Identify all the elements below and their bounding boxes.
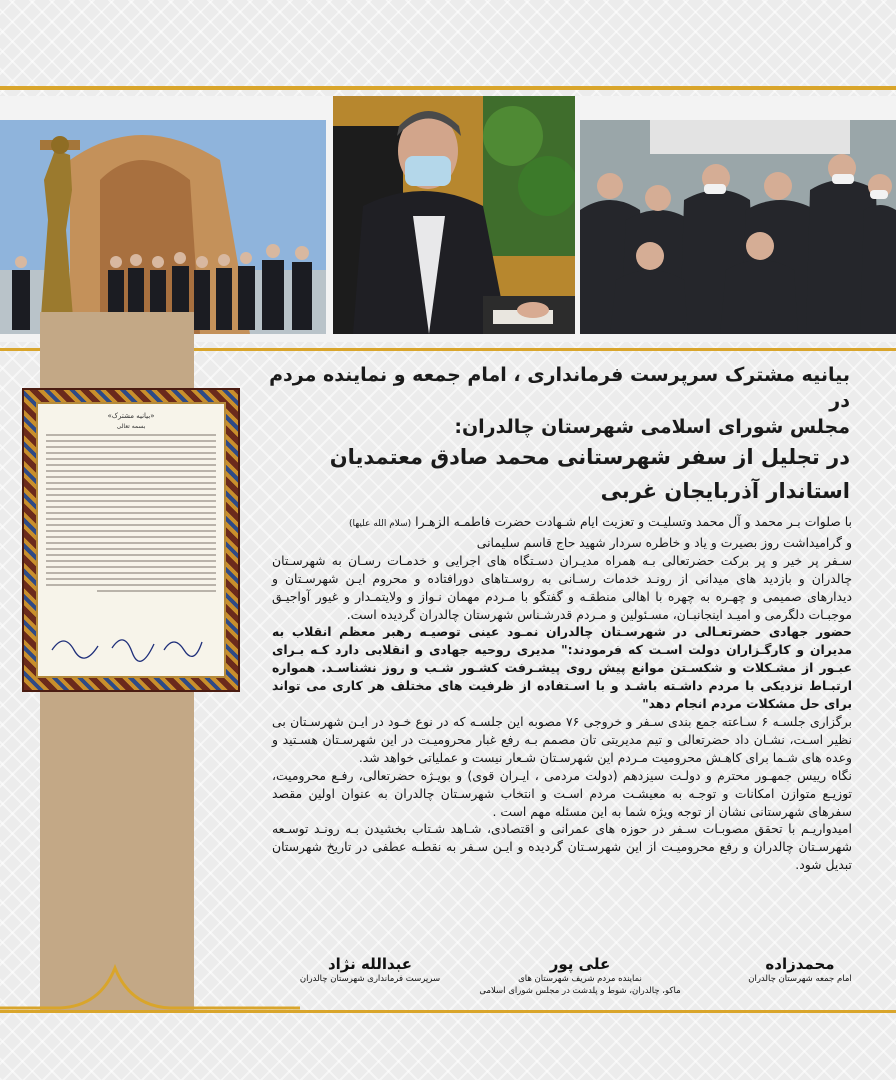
- statement-title: [250, 362, 850, 508]
- signatures-row: [300, 955, 860, 1005]
- photo-crowd-meeting: [580, 120, 896, 334]
- signature-role: سرپرست فرمانداری شهرستان چالدران: [299, 974, 441, 984]
- paragraph-6: نگاه رییس جمهـور محترم و دولـت سیزدهم (دولت مردمی ، ایـران قوی) و بویـژه حضرتعالی، رفـع محرومیت، توزیـع متوازن امکانات و توجـه به معیشـت مردم اسـت و انتخاب شهرسـتان چالدران به عنوان اولین مقصد سفرهای شهرستانی نشان از توجه ویژه شما به این مسئله مهم است .: [272, 767, 852, 819]
- top-gold-rule: [0, 86, 896, 90]
- signature-representative: [460, 955, 700, 997]
- paragraph-5: برگزاری جلسـه ۶ سـاعته جمع بندی سـفر و خروجی ۷۶ مصوبه این جلسـه که در نوع خـود در ایـن شهرسـتان بی نظیر اسـت، نشـان داد حضرتعالی و تیم مدیریتی تان مصمم بـه رفع غبار محرومیـت در این شهرسـتان هسـتید و وعده های شـما برای کاهـش محرومیت مـردم این شهرسـتان شـعار نیست و عملیاتی خواهد شد.: [272, 713, 852, 765]
- photo-officials-statue: [0, 120, 326, 334]
- statement-body: [272, 513, 852, 874]
- framed-letter-image: [22, 388, 240, 692]
- signature-friday-imam: [740, 955, 860, 985]
- paragraph-4: حضور جهادی حضرتعـالی در شهرسـتان چالدران نمـود عینی توصیـه رهبر معظم انقلاب به مدیران و کارگـزاران دولت اسـت که فرمودند:" مدیری روحیه جهادی و انقلابی دارد کـه بـرای عبـور از مشـکلات و شکسـتن موانع پیش روی پیشـرفت کشـور شـب و روز نشناسـد. همواره ارتبـاط نزدیکی با مردم داشـته باشـد و با اسـتفاده از ظرفیت های مختلف هر کاری می تواند برای حل مشکلات مردم انجام دهد": [272, 624, 852, 712]
- title-line-4: استاندار آذربایجان غربی: [600, 479, 850, 503]
- title-line-1: بیانیه مشترک سرپرست فرمانداری ، امام جمعه و نماینده مردم در: [269, 364, 850, 412]
- signature-name: محمدزاده: [765, 955, 835, 973]
- title-line-3: در تجلیل از سفر شهرستانی محمد صادق معتمدیان: [329, 445, 850, 469]
- paragraph-2: و گرامیداشت روز بصیرت و یاد و خاطره سردار شهید حاج قاسم سلیمانی: [476, 534, 852, 550]
- signature-role: نماینده مردم شریف شهرستان های: [518, 974, 642, 984]
- signature-role: امام جمعه شهرستان چالدران: [748, 974, 852, 984]
- signature-governor: [290, 955, 450, 985]
- letter-heading: «بیانیه مشترک»: [107, 412, 155, 420]
- signature-role-detail: ماکو، چالدران، شوط و پلدشت در مجلس شورای اسلامی: [479, 986, 681, 996]
- salutation-note: (سلام الله علیها): [348, 519, 412, 529]
- paragraph-1: با صلوات بـر محمد و آل محمد وتسلیـت و تعزیت ایام شـهادت حضرت فاطمـه الزهـرا: [415, 514, 852, 529]
- paragraph-opening: [272, 513, 852, 534]
- signature-name: عبدالله نژاد: [327, 955, 413, 973]
- letter-subheading: بسمه تعالی: [116, 423, 146, 430]
- title-line-2: مجلس شورای اسلامی شهرستان چالدران:: [454, 416, 850, 438]
- letter-signatures-graphic: [46, 628, 206, 664]
- bottom-gold-rule: [0, 1010, 896, 1013]
- signature-name: علی پور: [549, 955, 611, 973]
- photo-official-signing: [333, 96, 575, 334]
- paragraph-7: امیدواریـم با تحقق مصوبـات سـفر در حوزه های عمرانی و اقتصادی، شـاهد شـتاب بخشیدن بـه رونـد توسـعه شهرسـتان چالدران و رفع محرومیـت از این شهرسـتان گردیده و ایـن سـفر به نقطـه عطفی در تاریخ شهرستان تبدیل شود.: [272, 821, 852, 873]
- paragraph-3: سـفر پر خیر و پر برکت حضرتعالی بـه همراه مدیـران دسـتگاه های اجرایی و خدمـات رسـان به شهرسـتان چالدران و بازدید های میدانی از رونـد خدمات رسـانی به روسـتاهای دورافتاده و محروم ایـن شهرسـتان و دیدارهای صمیمی و چهـره به چهره با اهالی منطقـه و گفتگو با مـردم مهمان نـواز و ولایتمـدار و غیور آواجیـق موجبـات دلگرمی و امیـد اینجانبـان، مسـئولین و مـردم قدرشـناس شهرستان چالدران گردیده است.: [272, 552, 852, 622]
- letter-paper: [36, 402, 226, 678]
